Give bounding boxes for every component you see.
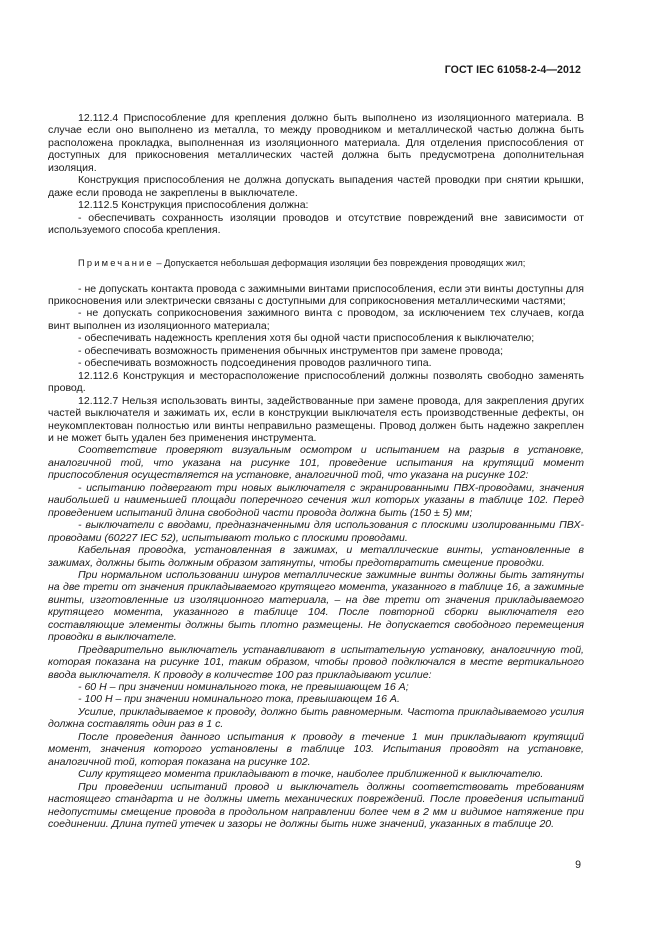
page-number: 9 xyxy=(575,859,581,871)
paragraph: 12.112.7 Нельзя использовать винты, задействованные при замене провода, для закрепления других частей выключателя и зажимать их, если в конструкции выключателя есть производственные дефекты, он неукомплектован полностью или винты неправильно размещены. Провод должен быть надежно закреплен и не может быть удален без применения инструмента. xyxy=(48,394,584,444)
italic-paragraph: При нормальном использовании шнуров металлические зажимные винты должны быть затянуты на две трети от значения прикладываемого крутящего момента, указанного в таблице 16, а зажимные винты, изготовленные из изоляционного материала, – на две трети от значения прикладываемого крутящего момента, указанного в таблице 104. После повторной сборки выключателя его составляющие элементы должны быть плотно размещены. Не допускается свободного перемещения проводки в выключателе. xyxy=(48,568,584,644)
document-body xyxy=(48,103,584,830)
italic-paragraph: - испытанию подвергают три новых выключателя с экранированными ПВХ-проводами, значения наибольшей и наименьшей площади поперечного сечения жил которых указаны в таблице 102. Перед проведением испытаний длина свободной части провода должна быть (150 ± 5) мм; xyxy=(48,481,584,519)
paragraph: - обеспечивать надежность крепления хотя бы одной части приспособления к выключателю; xyxy=(78,332,535,345)
paragraph: 12.112.6 Конструкция и месторасположение приспособлений должны позволять свободно заменять провод. xyxy=(48,369,584,395)
note-text: – Допускается небольшая деформация изоляции без повреждения проводящих жил; xyxy=(153,257,526,268)
italic-paragraph: Предварительно выключатель устанавливают в испытательную установку, аналогичную той, которая показана на рисунке 101, таким образом, чтобы провод подключался в месте вертикального ввода выключателя. К проводу в количестве 100 раз прикладывают усилие: xyxy=(48,643,584,681)
italic-paragraph: Соответствие проверяют визуальным осмотром и испытанием на разрыв в установке, аналогичной той, что указана на рисунке 101, проведение испытания на крутящий момент приспособления осуществляется на установке, аналогичной той, что указана на рисунке 102: xyxy=(48,444,584,482)
paragraph: 12.112.4 Приспособление для крепления должно быть выполнено из изоляционного материала. В случае если оно выполнено из металла, то между проводником и металлической частью должна быть расположена прокладка, выполненная из изоляционного материала. Для отделения приспособления от доступных для прикосновения металлических частей должна быть предусмотрена дополнительная изоляция. xyxy=(48,112,584,174)
paragraph: - обеспечивать сохранность изоляции проводов и отсутствие повреждений вне зависимости от используемого способа крепления. xyxy=(48,211,584,237)
paragraph: 12.112.5 Конструкция приспособления должна: xyxy=(78,199,309,212)
italic-paragraph: - 60 Н – при значении номинального тока, не превышающем 16 А; xyxy=(78,681,409,694)
italic-paragraph: Усилие, прикладываемое к проводу, должно быть равномерным. Частота прикладываемого усилия должна составлять один раз в 1 с. xyxy=(48,705,584,731)
paragraph: - обеспечивать возможность применения обычных инструментов при замене провода; xyxy=(78,344,504,357)
paragraph: Конструкция приспособления не должна допускать выпадения частей проводки при снятии крышки, даже если провода не закреплены в выключателе. xyxy=(48,174,584,199)
document-code-header: ГОСТ IEC 61058-2-4—2012 xyxy=(444,64,581,76)
italic-paragraph: Силу крутящего момента прикладывают в точке, наиболее приближенной к выключателю. xyxy=(78,768,544,781)
italic-paragraph: Кабельная проводка, установленная в зажимах, и металлические винты, установленные в зажимах, должны быть должным образом затянуты, чтобы предотвратить смещение проводки. xyxy=(48,544,584,569)
paragraph: - не допускать соприкосновения зажимного винта с проводом, за исключением тех случаев, когда винт выполнен из изоляционного материала; xyxy=(48,307,584,332)
italic-paragraph: При проведении испытаний провод и выключатель должны соответствовать требованиям настоящего стандарта и не должны иметь механических повреждений. После проведения испытаний недопустимы смещение провода в продольном направлении более чем в 2 мм и видимое натяжение при соединении. Длина путей утечек и зазоры не должны быть ниже значений, указанных в таблице 20. xyxy=(48,780,584,831)
note-label: Примечание xyxy=(78,257,154,268)
note xyxy=(48,257,584,269)
paragraph: - не допускать контакта провода с зажимными винтами приспособления, если эти винты доступны для прикосновения или электрически связаны с доступными для соприкосновения металлическими частями; xyxy=(48,282,584,307)
italic-paragraph: - 100 Н – при значении номинального тока, превышающем 16 А. xyxy=(78,693,400,706)
italic-paragraph: После проведения данного испытания к проводу в течение 1 мин прикладывают крутящий момент, значения которого установлены в таблице 103. Испытания проводят на установке, аналогичной той, которая показана на рисунке 102. xyxy=(48,730,584,768)
paragraph: - обеспечивать возможность подсоединения проводов различного типа. xyxy=(78,357,432,370)
italic-paragraph: - выключатели с вводами, предназначенными для использования с плоскими изолированными ПВХ-проводами (60227 IEC 52), испытывают только с плоскими проводами. xyxy=(48,519,584,544)
